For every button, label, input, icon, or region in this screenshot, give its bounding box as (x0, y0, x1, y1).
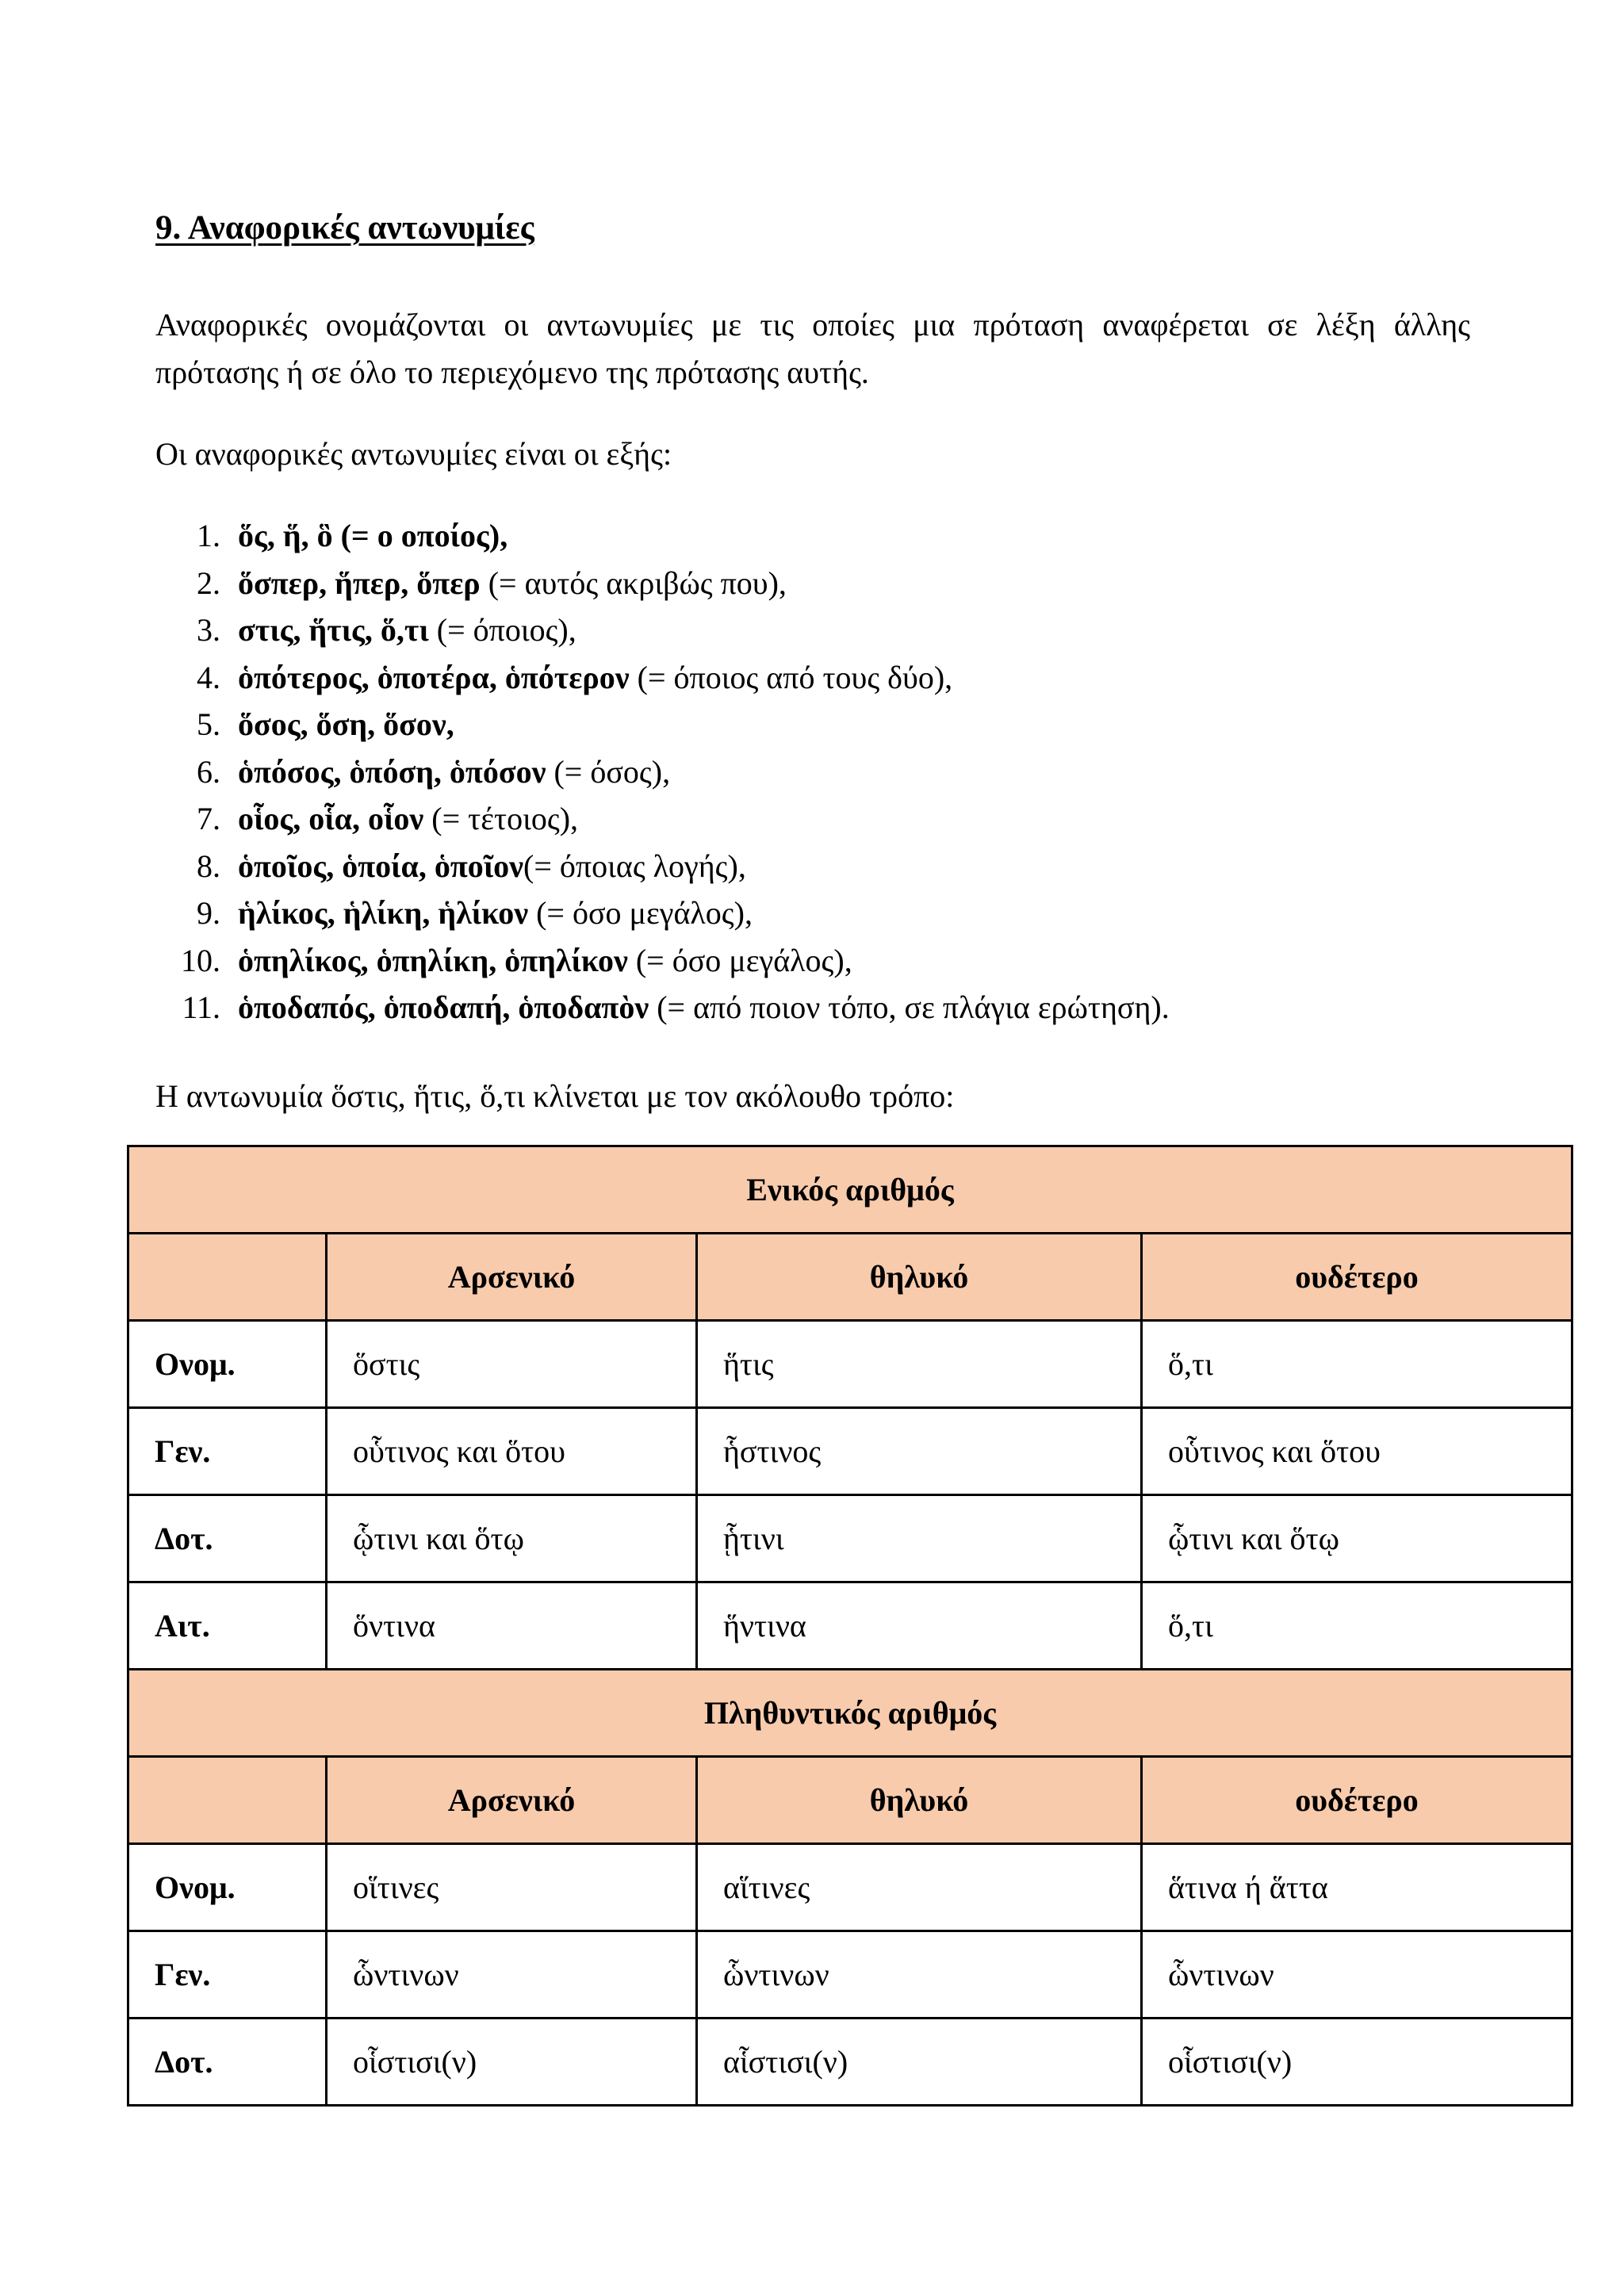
list-item-forms: ὁπότερος, ὁποτέρα, ὁπότερον (238, 659, 630, 695)
masculine-form: οἷστισι(ν) (327, 2019, 697, 2106)
section-header-row (128, 1146, 1572, 1234)
column-header-masculine: Αρσενικό (327, 1757, 697, 1844)
table-row (128, 1931, 1572, 2019)
list-item-number: 10. (181, 942, 220, 978)
list-item-number: 6. (197, 753, 220, 790)
list-item (155, 890, 1170, 937)
masculine-form: ᾧτινι και ὅτῳ (327, 1495, 697, 1582)
list-item-forms: ὅσπερ, ἥπερ, ὅπερ (238, 564, 481, 601)
case-label: Γεν. (128, 1408, 327, 1495)
table-intro-paragraph: Η αντωνυμία ὅστις, ἥτις, ὅ,τι κλίνεται με τον ακόλουθο τρόπο: (155, 1078, 955, 1114)
column-header-row (128, 1234, 1572, 1321)
table-row (128, 1844, 1572, 1931)
pronoun-list (155, 512, 1170, 1031)
list-intro-paragraph: Οι αναφορικές αντωνυμίες είναι οι εξής: (155, 436, 672, 472)
list-item-number: 5. (197, 706, 220, 742)
table-row (128, 1408, 1572, 1495)
list-item (155, 701, 1170, 748)
list-item-forms: ὅς, ἥ, ὃ (= ο οποίος), (238, 518, 508, 553)
section-heading: 9. Αναφορικές αντωνυμίες (155, 209, 534, 247)
masculine-form: ὅστις (327, 1321, 697, 1408)
case-label: Δοτ. (128, 2019, 327, 2106)
intro-paragraph: Αναφορικές ονομάζονται οι αντωνυμίες με τις οποίες μια πρόταση αναφέρεται σε λέξη άλλης πρότασης ή σε όλο το περιεχόμενο της πρότασης αυτής. (155, 307, 1470, 390)
column-header-masculine: Αρσενικό (327, 1234, 697, 1321)
neuter-form: οὗτινος και ὅτου (1142, 1408, 1572, 1495)
case-label: Ονομ. (128, 1844, 327, 1931)
section-title-singular: Ενικός αριθμός (128, 1146, 1572, 1234)
list-item-number: 1. (197, 518, 220, 553)
list-item-forms: ὁποῖος, ὁποία, ὁποῖον (238, 848, 524, 884)
list-item-meaning: (= από ποιον τόπο, σε πλάγια ερώτηση). (649, 989, 1170, 1025)
section-title-plural: Πληθυντικός αριθμός (128, 1670, 1572, 1757)
feminine-form: αἷστισι(ν) (697, 2019, 1142, 2106)
feminine-form: ἧστινος (697, 1408, 1142, 1495)
list-item-meaning: (= αυτός ακριβώς που), (480, 564, 787, 601)
table-row (128, 2019, 1572, 2106)
feminine-form: ὧντινων (697, 1931, 1142, 2019)
list-item-meaning: (= τέτοιος), (423, 801, 579, 836)
list-item (155, 843, 1170, 890)
list-item-number: 9. (197, 895, 220, 931)
list-item-meaning: (= όποιος από τους δύο), (629, 659, 953, 695)
column-header-row (128, 1757, 1572, 1844)
feminine-form: ᾗτινι (697, 1495, 1142, 1582)
list-item-meaning: (= όποιος), (428, 612, 576, 648)
column-header-feminine: θηλυκό (697, 1757, 1142, 1844)
case-label: Δοτ. (128, 1495, 327, 1582)
table-row (128, 1495, 1572, 1582)
list-item-number: 4. (197, 659, 220, 695)
neuter-form: ὅ,τι (1142, 1582, 1572, 1670)
list-item (155, 984, 1170, 1031)
list-item-forms: ὅσος, ὅση, ὅσον, (238, 706, 454, 742)
list-item (155, 654, 1170, 702)
list-item-forms: ἡλίκος, ἡλίκη, ἡλίκον (238, 895, 529, 931)
masculine-form: οἵτινες (327, 1844, 697, 1931)
list-item-number: 7. (197, 801, 220, 836)
list-item-meaning: (= όσο μεγάλος), (627, 942, 852, 978)
list-item (155, 937, 1170, 985)
list-item-forms: στις, ἥτις, ὅ,τι (238, 612, 429, 648)
list-item-forms: ὁποδαπός, ὁποδαπή, ὁποδαπὸν (238, 989, 649, 1025)
case-label: Αιτ. (128, 1582, 327, 1670)
feminine-form: ἥντινα (697, 1582, 1142, 1670)
list-item-number: 8. (197, 848, 220, 884)
neuter-form: ᾧτινι και ὅτῳ (1142, 1495, 1572, 1582)
list-item (155, 512, 1170, 560)
neuter-form: ἅτινα ή ἅττα (1142, 1844, 1572, 1931)
masculine-form: ὧντινων (327, 1931, 697, 2019)
list-item-forms: ὁπηλίκος, ὁπηλίκη, ὁπηλίκον (238, 942, 628, 978)
list-item-number: 3. (197, 612, 220, 648)
list-item-forms: οἷος, οἷα, οἷον (238, 801, 424, 836)
feminine-form: ἥτις (697, 1321, 1142, 1408)
column-header-neuter: ουδέτερο (1142, 1757, 1572, 1844)
section-header-row (128, 1670, 1572, 1757)
masculine-form: ὅντινα (327, 1582, 697, 1670)
list-item (155, 795, 1170, 843)
list-item (155, 607, 1170, 654)
list-item (155, 748, 1170, 796)
list-item-number: 2. (197, 564, 220, 601)
list-item-number: 11. (182, 989, 220, 1025)
table-row (128, 1321, 1572, 1408)
case-label: Ονομ. (128, 1321, 327, 1408)
masculine-form: οὗτινος και ὅτου (327, 1408, 697, 1495)
neuter-form: ὧντινων (1142, 1931, 1572, 2019)
empty-corner-cell (128, 1757, 327, 1844)
declension-table (127, 1145, 1573, 2107)
list-item (155, 560, 1170, 607)
list-item-meaning: (= όσος), (546, 753, 671, 790)
column-header-feminine: θηλυκό (697, 1234, 1142, 1321)
list-item-meaning: (= όποιας λογής), (523, 848, 746, 884)
list-item-forms: ὁπόσος, ὁπόση, ὁπόσον (238, 753, 546, 790)
feminine-form: αἵτινες (697, 1844, 1142, 1931)
neuter-form: οἷστισι(ν) (1142, 2019, 1572, 2106)
table-row (128, 1582, 1572, 1670)
empty-corner-cell (128, 1234, 327, 1321)
neuter-form: ὅ,τι (1142, 1321, 1572, 1408)
case-label: Γεν. (128, 1931, 327, 2019)
column-header-neuter: ουδέτερο (1142, 1234, 1572, 1321)
list-item-meaning: (= όσο μεγάλος), (528, 895, 753, 931)
